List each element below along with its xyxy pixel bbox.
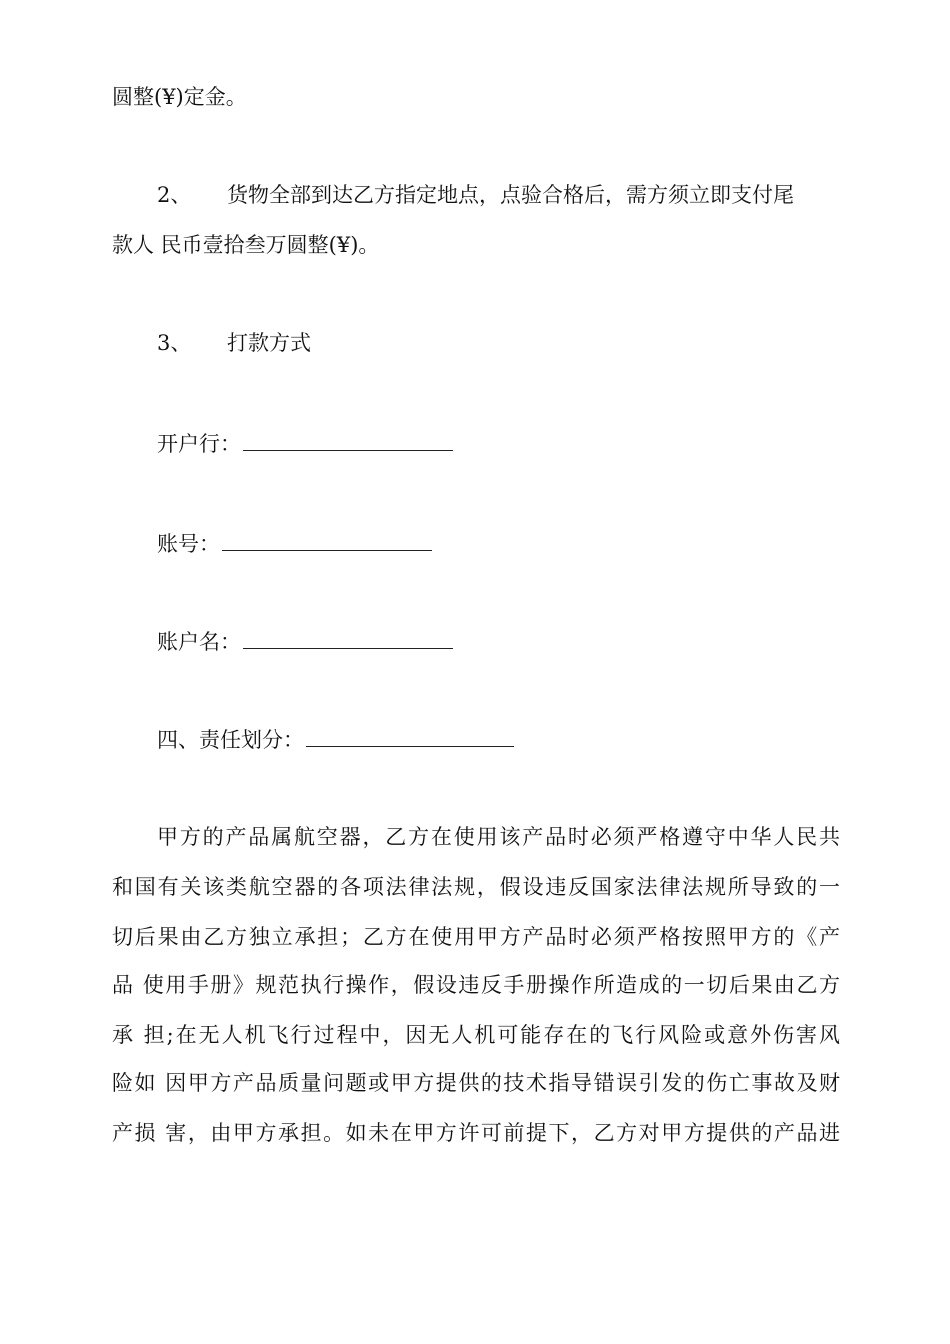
paragraph-line: 险如 因甲方产品质量问题或甲方提供的技术指导错误引发的伤亡事故及财 — [112, 1071, 840, 1095]
account-blank[interactable] — [222, 528, 432, 551]
clause-2-number: 2、 — [157, 183, 192, 207]
bank-blank[interactable] — [243, 428, 453, 451]
bank-label: 开户行： — [157, 432, 241, 456]
clause-2-text: 货物全部到达乙方指定地点，点验合格后，需方须立即支付尾 — [227, 183, 794, 207]
clause-3-text: 打款方式 — [227, 331, 311, 355]
account-label: 账号： — [157, 532, 220, 556]
account-name-field — [157, 626, 453, 656]
paragraph-line: 品 使用手册》规范执行操作，假设违反手册操作所造成的一切后果由乙方 — [112, 973, 840, 997]
clause-2-continuation: 款人 民币壹拾叁万圆整(¥)。 — [112, 233, 380, 257]
paragraph-line: 承 担;在无人机飞行过程中，因无人机可能存在的飞行风险或意外伤害风 — [112, 1023, 840, 1047]
text-line-deposit: 圆整(¥)定金。 — [112, 85, 247, 109]
bank-field — [157, 428, 453, 458]
paragraph-line: 切后果由乙方独立承担；乙方在使用甲方产品时必须严格按照甲方的《产 — [112, 925, 840, 949]
section-4-label: 四、责任划分： — [157, 728, 304, 752]
paragraph-line: 和国有关该类航空器的各项法律法规，假设违反国家法律法规所导致的一 — [112, 875, 840, 899]
clause-3 — [157, 328, 311, 358]
section-4-blank[interactable] — [306, 724, 514, 747]
clause-2 — [157, 180, 794, 210]
section-4-field — [157, 724, 514, 754]
account-name-label: 账户名： — [157, 630, 241, 654]
paragraph-line: 甲方的产品属航空器，乙方在使用该产品时必须严格遵守中华人民共 — [157, 825, 840, 849]
clause-3-number: 3、 — [157, 331, 192, 355]
account-field — [157, 528, 432, 558]
paragraph-line: 产损 害，由甲方承担。如未在甲方许可前提下，乙方对甲方提供的产品进 — [112, 1121, 840, 1145]
account-name-blank[interactable] — [243, 626, 453, 649]
